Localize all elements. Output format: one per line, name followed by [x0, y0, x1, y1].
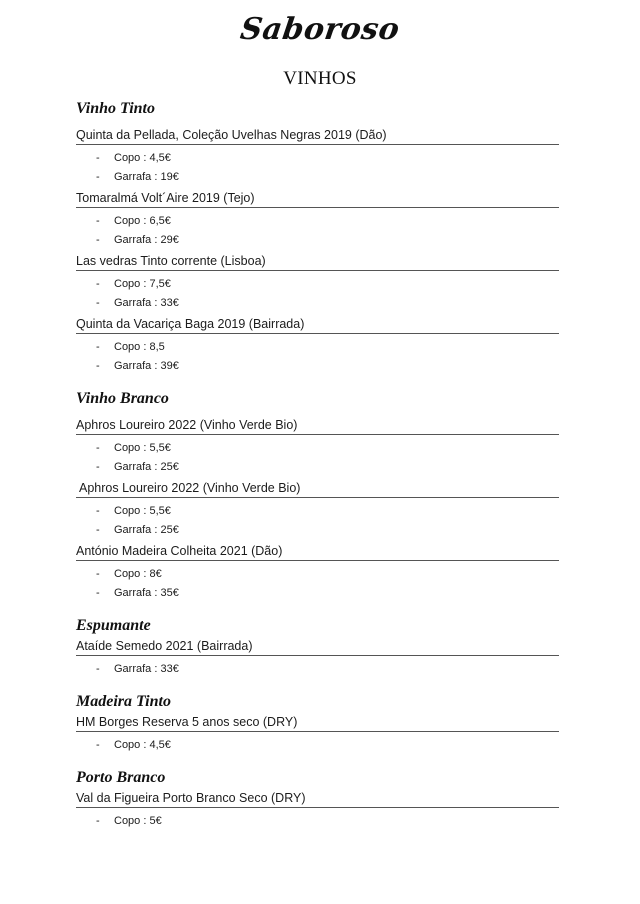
section-porto-branco — [76, 767, 559, 831]
dash-bullet: - — [96, 297, 100, 309]
dash-bullet: - — [96, 739, 100, 751]
price-item — [76, 212, 559, 231]
wine-item — [76, 315, 559, 376]
price-item — [76, 458, 559, 477]
price-item — [76, 660, 559, 679]
price-item — [76, 736, 559, 755]
section-vinho-tinto — [76, 98, 559, 376]
price-item — [76, 338, 559, 357]
dash-bullet: - — [96, 505, 100, 517]
price-label: Garrafa : 29€ — [114, 234, 179, 246]
price-item — [76, 275, 559, 294]
price-list — [76, 439, 559, 477]
wine-name: HM Borges Reserva 5 anos seco (DRY) — [76, 713, 559, 732]
price-label: Garrafa : 19€ — [114, 171, 179, 183]
price-label: Garrafa : 33€ — [114, 297, 179, 309]
section-title: Vinho Branco — [76, 390, 169, 407]
price-list — [76, 149, 559, 187]
wine-name: Val da Figueira Porto Branco Seco (DRY) — [76, 789, 559, 808]
wine-name: Tomaralmá Volt´Aire 2019 (Tejo) — [76, 189, 559, 208]
price-list — [76, 565, 559, 603]
section-madeira-tinto — [76, 691, 559, 755]
wine-item — [76, 416, 559, 477]
wine-name: António Madeira Colheita 2021 (Dão) — [76, 542, 559, 561]
dash-bullet: - — [96, 360, 100, 372]
section-vinho-branco — [76, 388, 559, 603]
wine-name: Quinta da Vacariça Baga 2019 (Bairrada) — [76, 315, 559, 334]
wine-item — [76, 189, 559, 250]
price-item — [76, 584, 559, 603]
price-label: Copo : 8€ — [114, 568, 162, 580]
price-label: Garrafa : 25€ — [114, 461, 179, 473]
price-item — [76, 149, 559, 168]
dash-bullet: - — [96, 341, 100, 353]
wine-item — [76, 479, 559, 540]
dash-bullet: - — [96, 461, 100, 473]
section-espumante — [76, 615, 559, 679]
price-item — [76, 231, 559, 250]
dash-bullet: - — [96, 234, 100, 246]
price-label: Copo : 5,5€ — [114, 442, 171, 454]
price-item — [76, 294, 559, 313]
price-item — [76, 502, 559, 521]
price-item — [76, 357, 559, 376]
price-item — [76, 168, 559, 187]
wine-name: Las vedras Tinto corrente (Lisboa) — [76, 252, 559, 271]
dash-bullet: - — [96, 215, 100, 227]
section-title: Madeira Tinto — [76, 693, 171, 710]
dash-bullet: - — [96, 442, 100, 454]
wine-name: Quinta da Pellada, Coleção Uvelhas Negras 2019 (Dão) — [76, 126, 559, 145]
price-list — [76, 275, 559, 313]
section-title: Porto Branco — [76, 769, 166, 786]
wine-item — [76, 637, 559, 679]
price-label: Garrafa : 39€ — [114, 360, 179, 372]
price-label: Garrafa : 33€ — [114, 663, 179, 675]
dash-bullet: - — [96, 171, 100, 183]
price-list — [76, 338, 559, 376]
price-list — [76, 212, 559, 250]
price-item — [76, 812, 559, 831]
wine-item — [76, 252, 559, 313]
dash-bullet: - — [96, 278, 100, 290]
price-label: Garrafa : 25€ — [114, 524, 179, 536]
wine-menu — [76, 98, 559, 843]
wine-name: Aphros Loureiro 2022 (Vinho Verde Bio) — [76, 479, 559, 498]
price-list — [76, 502, 559, 540]
price-label: Copo : 4,5€ — [114, 739, 171, 751]
section-title: Espumante — [76, 617, 151, 634]
price-label: Copo : 4,5€ — [114, 152, 171, 164]
price-label: Copo : 7,5€ — [114, 278, 171, 290]
brand-logo: Saboroso — [238, 12, 402, 47]
page-title: VINHOS — [283, 68, 357, 89]
price-label: Copo : 5€ — [114, 815, 162, 827]
wine-item — [76, 713, 559, 755]
price-item — [76, 439, 559, 458]
dash-bullet: - — [96, 587, 100, 599]
price-list — [76, 660, 559, 679]
wine-item — [76, 542, 559, 603]
price-item — [76, 565, 559, 584]
dash-bullet: - — [96, 663, 100, 675]
price-list — [76, 736, 559, 755]
wine-name: Ataíde Semedo 2021 (Bairrada) — [76, 637, 559, 656]
dash-bullet: - — [96, 524, 100, 536]
price-label: Copo : 6,5€ — [114, 215, 171, 227]
wine-name: Aphros Loureiro 2022 (Vinho Verde Bio) — [76, 416, 559, 435]
price-list — [76, 812, 559, 831]
price-label: Garrafa : 35€ — [114, 587, 179, 599]
price-label: Copo : 5,5€ — [114, 505, 171, 517]
dash-bullet: - — [96, 568, 100, 580]
dash-bullet: - — [96, 815, 100, 827]
price-label: Copo : 8,5 — [114, 341, 165, 353]
section-title: Vinho Tinto — [76, 100, 155, 117]
dash-bullet: - — [96, 152, 100, 164]
wine-item — [76, 126, 559, 187]
price-item — [76, 521, 559, 540]
wine-item — [76, 789, 559, 831]
